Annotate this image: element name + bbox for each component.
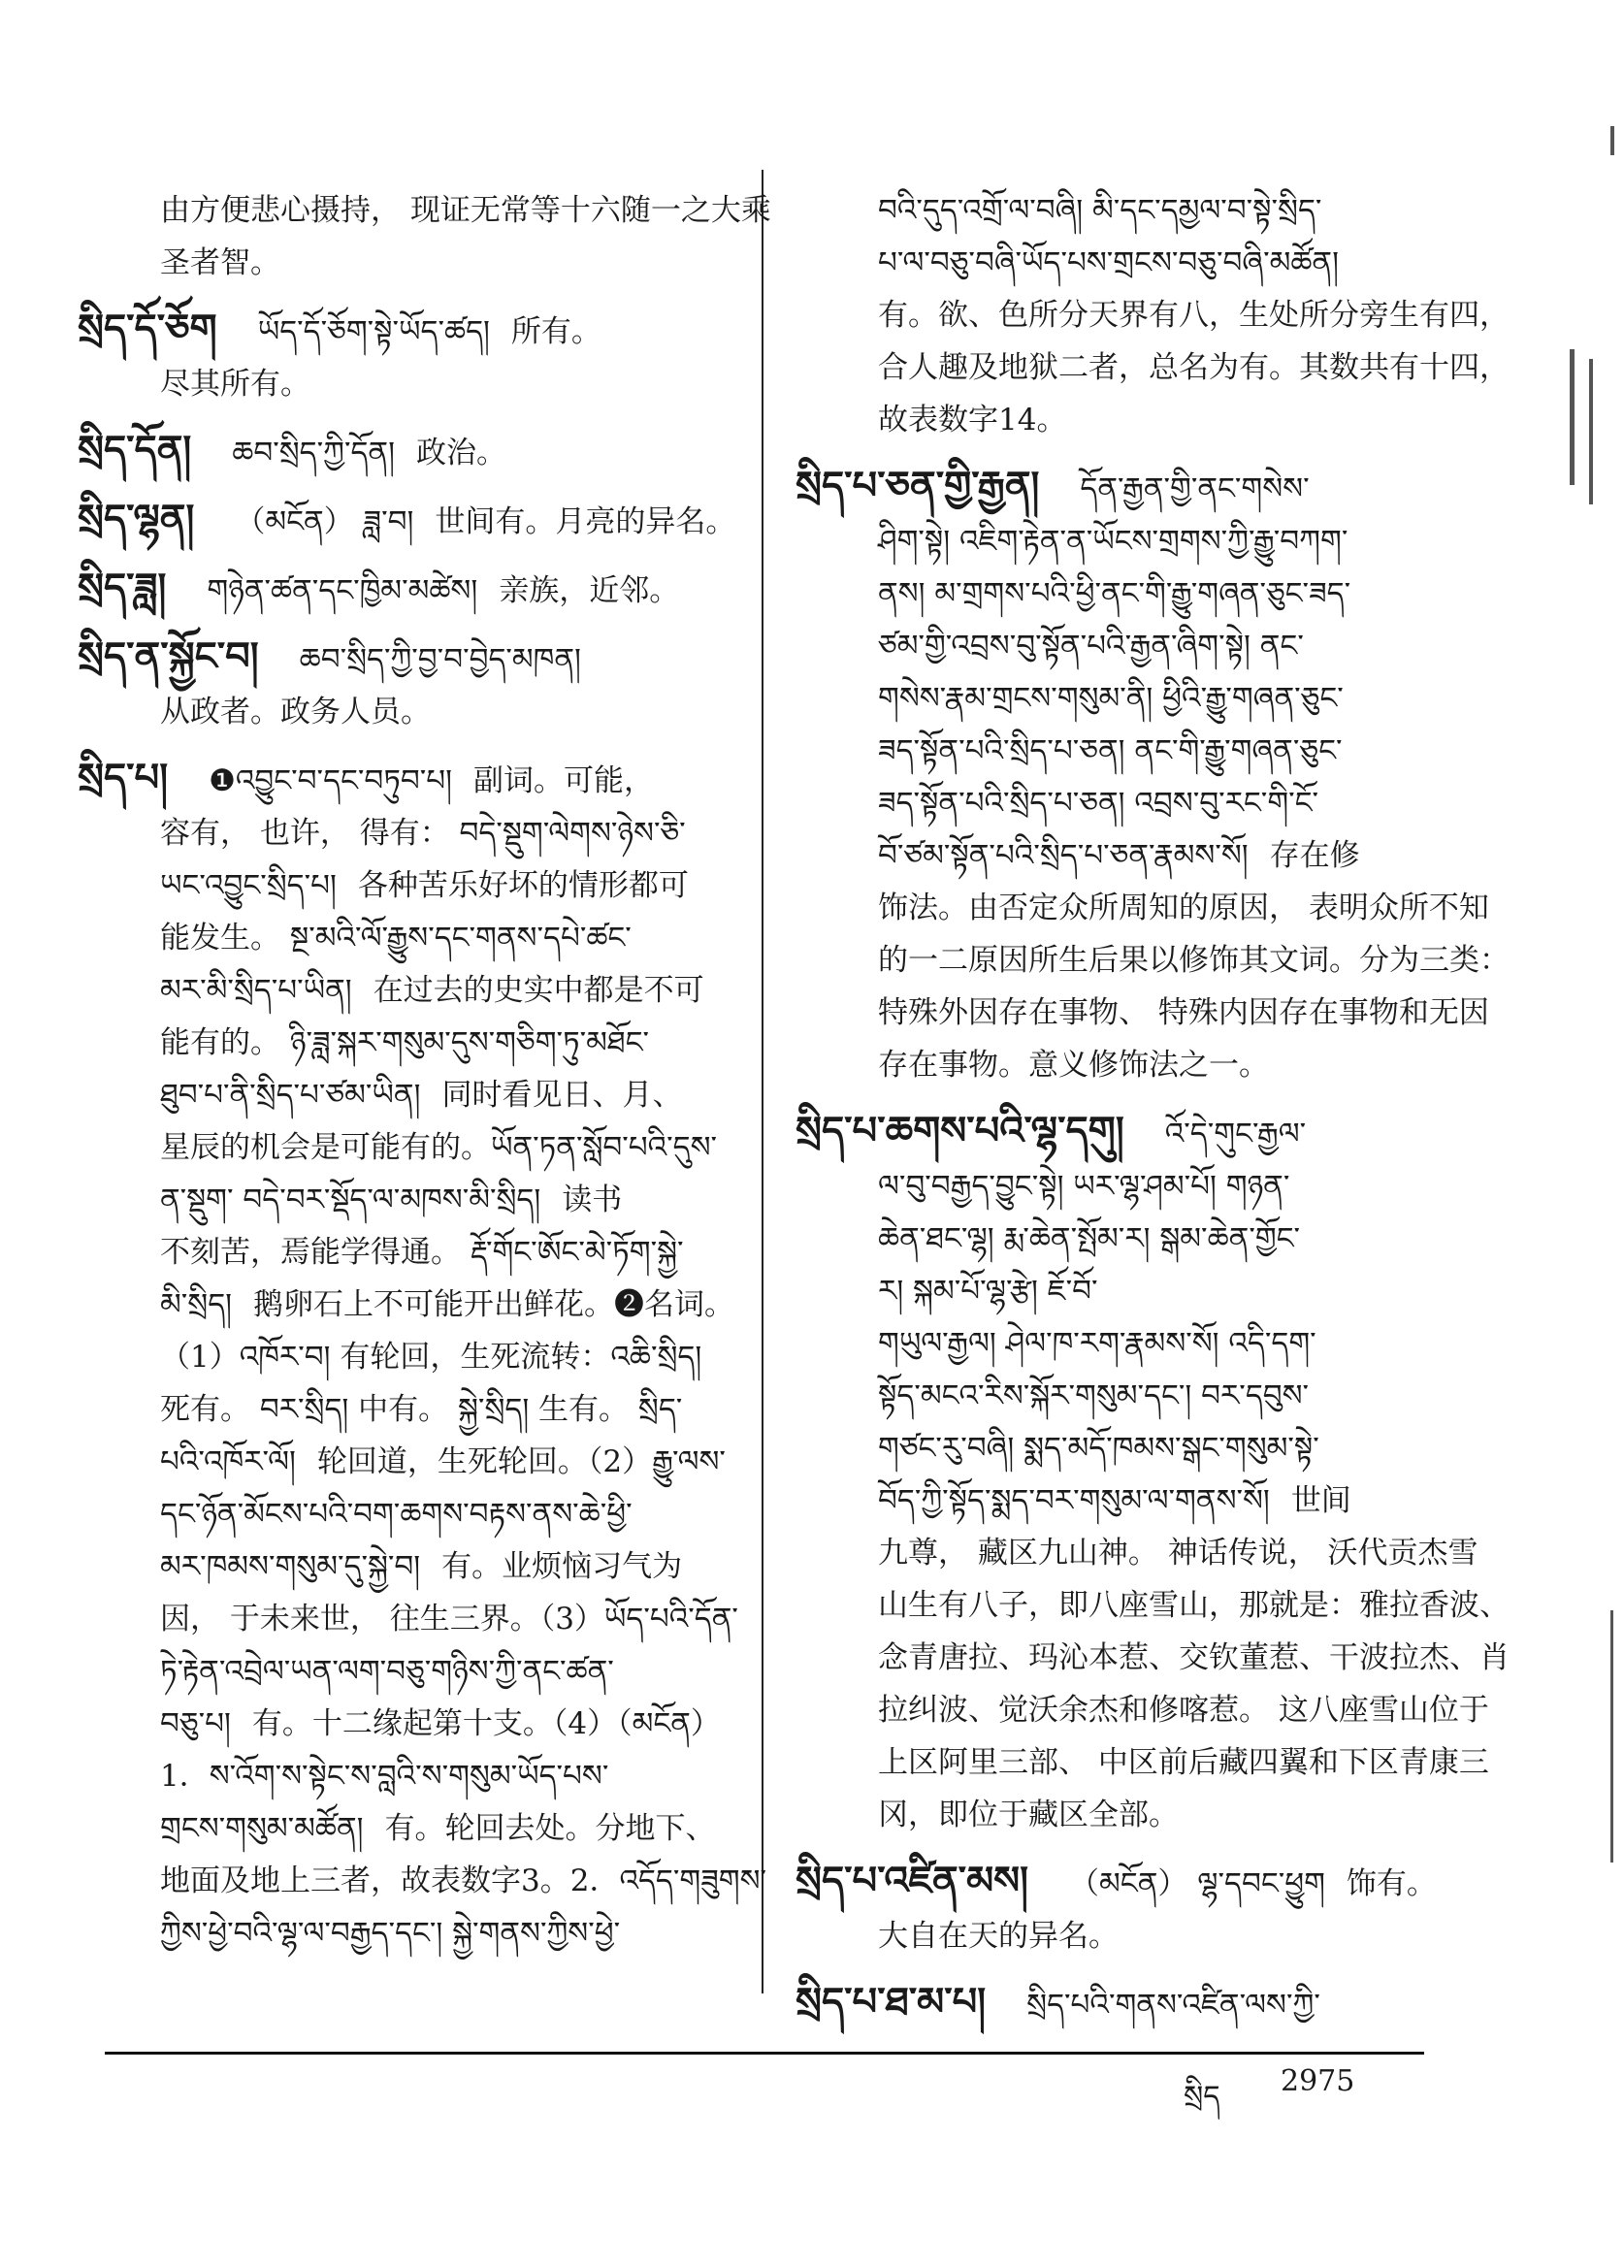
- definition-text: 因， 于未来世， 往生三界。（3）ཡོད་པའི་དོན་: [160, 1602, 738, 1636]
- tibetan-definition: ཡོད་དོ་ཅོག་སྟེ་ཡོད་ཚད།: [257, 314, 490, 349]
- entry-line: [78, 1907, 737, 1960]
- definition-text: བའི་དུད་འགྲོ་ལ་བཞི། མི་དང་དམྱལ་བ་སྟེ་སྲིད་: [878, 193, 1322, 228]
- entry-line: [796, 237, 1421, 289]
- entry-line: [78, 1331, 737, 1383]
- dictionary-entry: [78, 752, 767, 1960]
- definition-text: 九尊， 藏区九山神。 神话传说， 沃代贡杰雪: [878, 1536, 1478, 1571]
- definition-text: 饰法。由否定众所周知的原因， 表明众所不知: [878, 891, 1489, 925]
- tibetan-definition: བོད་ཀྱི་སྟོད་སྨད་བར་གསུམ་ལ་གནས་སོ།: [878, 1483, 1270, 1518]
- headword: སྲིད་ལྷན།: [78, 496, 195, 541]
- entry-line: [796, 184, 1421, 237]
- entry-line: [78, 1121, 737, 1174]
- headword: སྲིད་པ་ཆགས་པའི་ལྷ་དགུ།: [796, 1108, 1124, 1153]
- entry-line: [78, 686, 737, 738]
- tibetan-definition: ཆབ་སྲིད་ཀྱི་བྱ་བ་བྱེད་མཁན།: [299, 642, 581, 677]
- entry-line: [796, 777, 1421, 829]
- entry-line: [78, 1174, 737, 1226]
- definition-text: 存在修: [1269, 838, 1360, 873]
- definition-text: ནས། མ་གྲགས་པའི་ཕྱི་ནང་གི་རྒྱུ་གཞན་ཅུང་ཟད་: [878, 576, 1351, 611]
- dictionary-entry: [796, 1105, 1510, 1841]
- dictionary-entry: [78, 424, 737, 479]
- tibetan-definition: མར་ཁམས་གསུམ་དུ་སྐྱེ་བ།: [160, 1549, 421, 1584]
- entry-line: [796, 1855, 1437, 1910]
- definition-text: 死有。 བར་སྲིད། 中有。 སྐྱེ་སྲིད། 生有。 སྲིད་: [160, 1392, 683, 1427]
- entry-line: [796, 1684, 1489, 1736]
- definition-text: （1）འཁོར་བ། 有轮回，生死流转：འཆི་སྲིད།: [160, 1340, 702, 1375]
- headword: སྲིད་དོ་ཅོག: [78, 306, 217, 351]
- right-column: [796, 184, 1510, 2045]
- headword: སྲིད་པ་ཅན་གྱི་རྒྱན།: [796, 463, 1040, 508]
- entry-line: [796, 1422, 1421, 1474]
- definition-text: ཤིག་སྟེ། འཇིག་རྟེན་ན་ཡོངས་གྲགས་ཀྱི་རྒྱུ་བཀག་: [878, 524, 1348, 559]
- entry-line: [796, 1317, 1421, 1370]
- definition-text: 由方便悲心摄持， 现证无常等十六随一之大乘: [160, 193, 771, 228]
- entry-line: [796, 934, 1510, 987]
- tibetan-definition: མི་སྲིད།: [160, 1287, 233, 1322]
- headword: སྲིད་པ་འཛིན་མས།: [796, 1858, 1029, 1903]
- running-head: སྲིད: [1184, 2080, 1220, 2114]
- entry-line: [796, 567, 1421, 620]
- entry-line: [78, 1645, 737, 1698]
- entry-line: [796, 1527, 1478, 1579]
- entry-line: [78, 424, 737, 479]
- definition-text: གཙང་རུ་བཞི། སྨད་མདོ་ཁམས་སྒང་གསུམ་སྟེ་: [878, 1431, 1319, 1466]
- definition-text: 副词。可能，: [473, 763, 655, 798]
- definition-text: 轮回道，生死轮回。（2）རྒྱུ་ལས་: [316, 1444, 726, 1479]
- tibetan-definition: ན་སྡུག་ བདེ་བར་སྡོད་ལ་མཁས་མི་སྲིད།: [160, 1183, 541, 1217]
- dictionary-entry: [796, 184, 1510, 446]
- entry-line: [796, 1160, 1421, 1213]
- entry-line: [78, 752, 737, 807]
- definition-text: 不刻苦，焉能学得通。 རྡོ་གོང་ཨོང་མེ་ཏོག་སྐྱེ་: [160, 1235, 684, 1270]
- entry-line: [78, 912, 737, 964]
- definition-text: 容有， 也许， 得有： བདེ་སྡུག་ལེགས་ཉེས་ཅི་: [160, 816, 686, 851]
- entry-line: [796, 1976, 1421, 2031]
- entry-line: [78, 358, 737, 410]
- definition-text: 尽其所有。: [160, 367, 310, 402]
- definition-text: 有。轮回去处。分地下、: [384, 1811, 716, 1846]
- tibetan-definition: （མངོན） ཟླ་བ།: [235, 504, 414, 539]
- entry-line: [78, 859, 737, 912]
- entry-line: [78, 562, 737, 617]
- definition-text: 念青唐拉、玛沁本惹、交钦董惹、干波拉杰、肖: [878, 1640, 1510, 1675]
- entry-line: [796, 515, 1421, 567]
- dictionary-entry: [796, 460, 1510, 1091]
- definition-text: 世间: [1290, 1483, 1351, 1518]
- tibetan-definition: ❶འབྱུང་བ་དང་བཏུབ་པ།: [209, 763, 453, 798]
- tibetan-definition: འོ་དེ་གུང་རྒྱལ་: [1164, 1117, 1307, 1151]
- dictionary-entry: [78, 562, 737, 617]
- definition-text: 有。业烦恼习气为: [441, 1549, 683, 1584]
- entry-line: [796, 987, 1489, 1039]
- entry-line: [796, 341, 1510, 394]
- definition-text: 的一二原因所生后果以修饰其文词。分为三类：: [878, 943, 1510, 978]
- footer-rule: [105, 2052, 1424, 2055]
- entry-line: [78, 1855, 767, 1907]
- definition-text: 圣者智。: [160, 245, 280, 280]
- headword: སྲིད་པ།: [78, 755, 169, 800]
- entry-line: [796, 829, 1421, 882]
- entry-line: [78, 1698, 737, 1750]
- definition-text: ཆེན་ཐང་ལྷ། རྨ་ཆེན་སྤོམ་ར། སྒམ་ཆེན་གྱོང་: [878, 1221, 1301, 1256]
- definition-text: ར། སྐམ་པོ་ལྷ་རྩེ། ཇོ་བོ་: [878, 1274, 1098, 1309]
- definition-text: 地面及地上三者，故表数字3。2．འདོད་གཟུགས་: [160, 1863, 767, 1898]
- entry-line: [796, 1370, 1421, 1422]
- tibetan-definition: སྲིད་པའི་གནས་འཛིན་ལས་ཀྱི་: [1026, 1988, 1320, 2023]
- headword: སྲིད་ཟླ།: [78, 565, 167, 610]
- definition-text: 有。十二缘起第十支。（4）（མངོན）: [251, 1706, 721, 1741]
- scan-edge-mark: [1589, 359, 1593, 504]
- definition-text: 饰有。: [1346, 1866, 1437, 1901]
- entry-line: [78, 1383, 737, 1436]
- tibetan-definition: བཅུ་པ།: [160, 1706, 231, 1741]
- definition-text: 星辰的机会是可能有的。ཡོན་ཏན་སློབ་པའི་དུས་: [160, 1130, 718, 1165]
- headword: སྲིད་ན་སྐྱོང་བ།: [78, 633, 259, 679]
- definition-text: ཙམ་གྱི་འབྲས་བུ་སྟོན་པའི་རྒྱན་ཞིག་སྟེ། ནང་: [878, 629, 1304, 664]
- definition-text: 世间有。月亮的异名。: [435, 504, 736, 539]
- definition-text: གཡུལ་རྒྱལ། ཤེལ་ཁ་རག་རྣམས་སོ། འདི་དག་: [878, 1326, 1316, 1361]
- entry-line: [78, 1436, 737, 1488]
- definition-text: 所有。: [510, 314, 601, 349]
- entry-line: [78, 631, 737, 686]
- page-number: 2975: [1281, 2064, 1355, 2098]
- definition-text: ལ་བུ་བརྒྱད་བྱུང་སྟེ། ཡར་ལྷ་ཤམ་པོ། གཉན་: [878, 1169, 1290, 1204]
- entry-line: [796, 1789, 1421, 1841]
- entry-line: [78, 807, 737, 859]
- entry-line: [796, 1910, 1421, 1962]
- dictionary-entry: [796, 1855, 1437, 1962]
- definition-text: 故表数字14。: [878, 403, 1067, 437]
- definition-text: 大自在天的异名。: [878, 1919, 1119, 1954]
- definition-text: གསེས་རྣམ་གྲངས་གསུམ་ནི། ཕྱིའི་རྒྱུ་གཞན་ཅུང་: [878, 681, 1344, 716]
- definition-text: 存在事物。意义修饰法之一。: [878, 1048, 1269, 1083]
- entry-line: [796, 672, 1421, 725]
- entry-line: [78, 1593, 737, 1645]
- tibetan-definition: གྲངས་གསུམ་མཚོན།: [160, 1811, 364, 1846]
- entry-line: [78, 493, 737, 548]
- entry-line: [796, 394, 1421, 446]
- tibetan-definition: པ་ལ་བཅུ་བཞི་ཡོད་པས་གྲངས་བཅུ་བཞི་མཚོན།: [878, 245, 1339, 280]
- definition-text: 同时看见日、月、: [441, 1078, 683, 1113]
- definition-text: 政治。: [415, 436, 506, 470]
- entry-line: [796, 1105, 1421, 1160]
- entry-line: [796, 882, 1489, 934]
- definition-text: 1．ས་འོག་ས་སྟེང་ས་བླའི་ས་གསུམ་ཡོད་པས་: [160, 1759, 609, 1794]
- headword: སྲིད་དོན།: [78, 427, 192, 472]
- entry-line: [78, 1069, 737, 1121]
- definition-text: 各种苦乐好坏的情形都可: [357, 868, 689, 903]
- definition-text: 在过去的史实中都是不可: [373, 973, 704, 1008]
- tibetan-definition: མར་མི་སྲིད་པ་ཡིན།: [160, 973, 352, 1008]
- definition-text: 能有的。 ཉི་ཟླ་སྐར་གསུམ་དུས་གཅིག་ཏུ་མཐོང་: [160, 1025, 650, 1060]
- tibetan-definition: པའི་འཁོར་ལོ།: [160, 1444, 296, 1479]
- dictionary-entry: [796, 1976, 1421, 2031]
- entry-line: [796, 289, 1510, 341]
- entry-line: [796, 1579, 1510, 1632]
- dictionary-entry: [78, 493, 737, 548]
- column-divider: [762, 170, 763, 1993]
- definition-text: ཀྱིས་ཕྱེ་བའི་ལྷ་ལ་བརྒྱད་དང་། སྐྱེ་གནས་ཀྱིས་ཕྱེ་: [160, 1916, 621, 1951]
- definition-text: 亲族，近邻。: [499, 573, 680, 608]
- dictionary-entry: [78, 303, 737, 410]
- headword: སྲིད་པ་ཐ་མ་པ།: [796, 1979, 987, 2025]
- definition-text: དང་ཉོན་མོངས་པའི་བག་ཆགས་བརྟས་ནས་ཆེ་ཕྱི་: [160, 1497, 633, 1532]
- definition-text: ཏེ་རྟེན་འབྲེལ་ཡན་ལག་བཅུ་གཉིས་ཀྱི་ནང་ཚན་: [160, 1654, 614, 1689]
- entry-line: [796, 1039, 1421, 1091]
- entry-line: [78, 1540, 737, 1593]
- entry-line: [78, 1226, 737, 1279]
- tibetan-definition: དོན་རྒྱན་གྱི་ནང་གསེས་: [1080, 471, 1310, 506]
- entry-line: [78, 184, 771, 237]
- entry-line: [796, 1736, 1489, 1789]
- entry-line: [78, 964, 737, 1017]
- tibetan-definition: གཉེན་ཚན་དང་ཁྱིམ་མཚེས།: [207, 573, 478, 608]
- tibetan-definition: （མངོན） ལྷ་དབང་ཕྱུག: [1069, 1866, 1325, 1901]
- entry-line: [78, 1802, 737, 1855]
- definition-text: 合人趣及地狱二者，总名为有。其数共有十四，: [878, 350, 1510, 385]
- definition-text: 读书: [562, 1183, 623, 1217]
- definition-text: ཟད་སྟོན་པའི་སྲིད་པ་ཅན། ནང་གི་རྒྱུ་གཞན་ཅུང་: [878, 733, 1343, 768]
- definition-text: 山生有八子，即八座雪山，那就是：雅拉香波、: [878, 1588, 1510, 1623]
- definition-text: 鹅卵石上不可能开出鲜花。❷名词。: [253, 1287, 735, 1322]
- entry-line: [78, 1488, 737, 1540]
- entry-line: [796, 620, 1421, 672]
- definition-text: 有。欲、色所分天界有八，生处所分旁生有四，: [878, 298, 1510, 333]
- scan-edge-mark: [1610, 1610, 1613, 1863]
- entry-line: [78, 1750, 737, 1802]
- tibetan-definition: ཐུབ་པ་ནི་སྲིད་པ་ཙམ་ཡིན།: [160, 1078, 421, 1113]
- definition-text: 拉纠波、觉沃余杰和修喀惹。 这八座雪山位于: [878, 1693, 1489, 1728]
- entry-line: [796, 1632, 1510, 1684]
- definition-text: 能发生。 སྔ་མའི་ལོ་རྒྱུས་དང་གནས་དཔེ་ཚང་: [160, 921, 632, 956]
- definition-text: 上区阿里三部、 中区前后藏四翼和下区青康三: [878, 1745, 1489, 1780]
- entry-line: [796, 1474, 1421, 1527]
- entry-line: [78, 237, 737, 289]
- definition-text: སྟོད་མངའ་རིས་སྐོར་གསུམ་དང་། བར་དབུས་: [878, 1378, 1310, 1413]
- entry-line: [78, 303, 737, 358]
- tibetan-definition: ཆབ་སྲིད་ཀྱི་དོན།: [232, 436, 395, 470]
- tibetan-definition: ཡང་འབྱུང་སྲིད་པ།: [160, 868, 337, 903]
- definition-text: 冈，即位于藏区全部。: [878, 1798, 1179, 1832]
- entry-line: [796, 1213, 1421, 1265]
- definition-text: 特殊外因存在事物、 特殊内因存在事物和无因: [878, 995, 1489, 1030]
- dictionary-entry: [78, 184, 771, 289]
- entry-line: [796, 725, 1421, 777]
- entry-line: [796, 1265, 1421, 1317]
- entry-line: [78, 1279, 737, 1331]
- entry-line: [796, 460, 1421, 515]
- scan-edge-mark: [1570, 349, 1575, 485]
- entry-line: [78, 1017, 737, 1069]
- dictionary-entry: [78, 631, 737, 738]
- definition-text: ཟད་སྟོན་པའི་སྲིད་པ་ཅན། འབྲས་བུ་རང་གི་ངོ་: [878, 786, 1319, 821]
- scan-edge-mark: [1610, 126, 1614, 155]
- definition-text: 从政者。政务人员。: [160, 695, 431, 729]
- left-column: [78, 184, 771, 1973]
- tibetan-definition: བོ་ཙམ་སྟོན་པའི་སྲིད་པ་ཅན་རྣམས་སོ།: [878, 838, 1249, 873]
